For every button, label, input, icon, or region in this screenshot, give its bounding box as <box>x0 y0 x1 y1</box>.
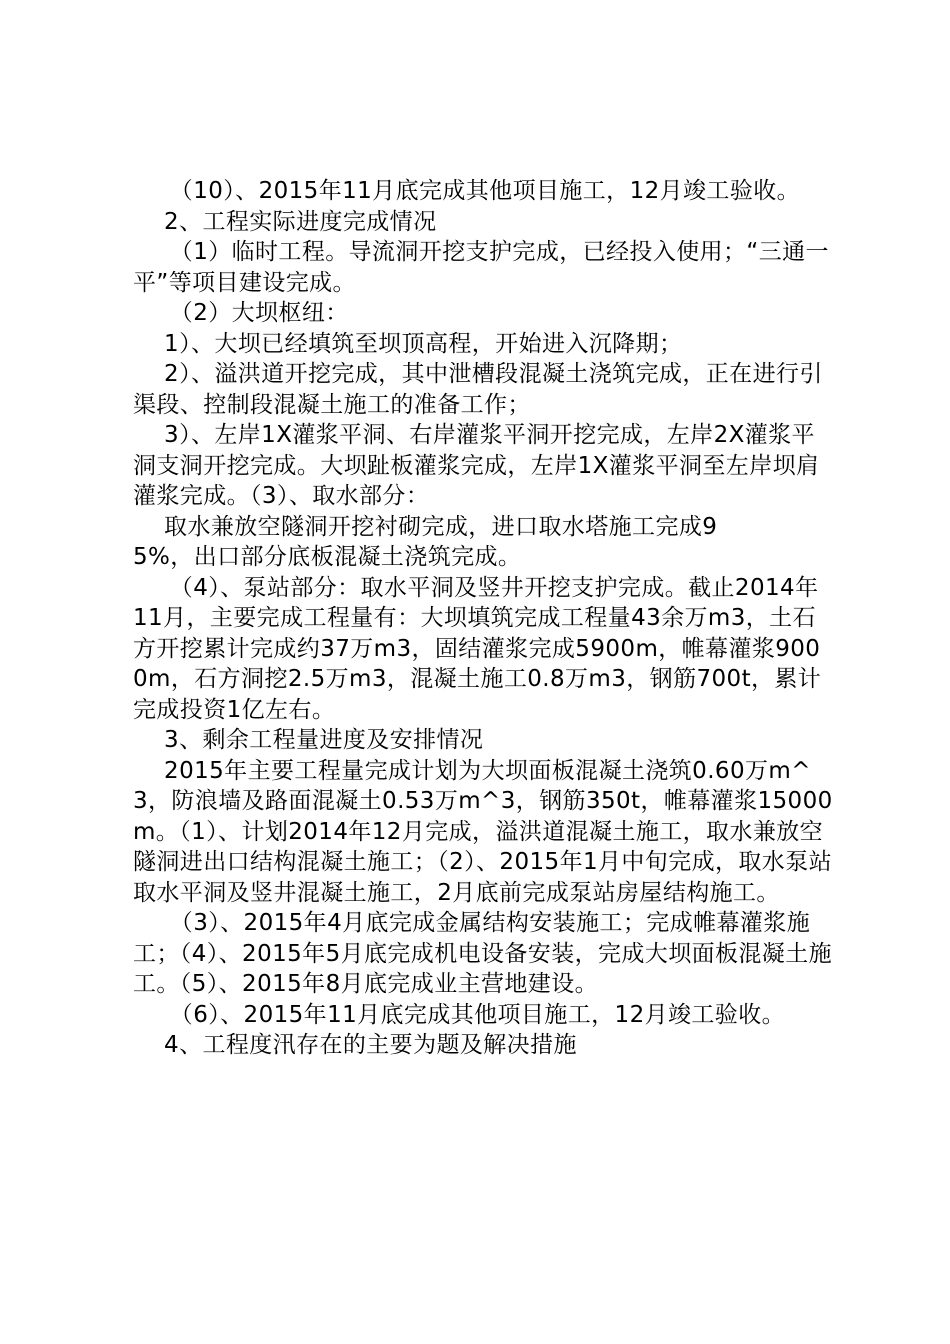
paragraph-intake-tunnel: 取水兼放空隧洞开挖衬砌完成，进口取水塔施工完成95%，出口部分底板混凝土浇筑完成。 <box>133 513 718 570</box>
paragraph-temporary-works: （1）临时工程。导流洞开挖支护完成，已经投入使用；“三通一平”等项目建设完成。 <box>133 239 829 296</box>
section-heading-remaining-work: 3、剩余工程量进度及安排情况 <box>164 727 484 753</box>
document-body <box>133 176 833 1061</box>
paragraph-grouting-adits: 3）、左岸1X灌浆平洞、右岸灌浆平洞开挖完成，左岸2X灌浆平洞支洞开挖完成。大坝趾板灌浆完成，左岸1X灌浆平洞至左岸坝肩灌浆完成。（3）、取水部分： <box>133 422 820 509</box>
paragraph-dam-fill: 1）、大坝已经填筑至坝顶高程，开始进入沉降期； <box>164 330 683 357</box>
paragraph-pump-station: （4）、泵站部分：取水平洞及竖井开挖支护完成。截止2014年11月，主要完成工程量有：大坝填筑完成工程量43余万m3，土石方开挖累计完成约37万m3，固结灌浆完成5900m，帷幕灌浆9000m，石方洞挖2.5万m3，混凝土施工0.8万m3，钢筋700t，累计完成投资1亿左右。 <box>133 574 822 723</box>
section-heading-flood-issues: 4、工程度汛存在的主要为题及解决措施 <box>164 1032 577 1058</box>
section-heading-actual-progress: 2、工程实际进度完成情况 <box>164 208 437 235</box>
paragraph-metal-structure: （3）、2015年4月底完成金属结构安装施工；完成帷幕灌浆施工；（4）、2015年5月底完成机电设备安装，完成大坝面板混凝土施工。（5）、2015年8月底完成业主营地建设。 <box>133 910 832 997</box>
paragraph-item-10-schedule: （10）、2015年11月底完成其他项目施工，12月竣工验收。 <box>169 178 801 204</box>
paragraph-spillway: 2）、溢洪道开挖完成，其中泄槽段混凝土浇筑完成，正在进行引渠段、控制段混凝土施工的准备工作； <box>133 361 823 418</box>
paragraph-2015-plan: 2015年主要工程量完成计划为大坝面板混凝土浇筑0.60万m^3，防浪墙及路面混凝土0.53万m^3，钢筋350t，帷幕灌浆15000m。（1）、计划2014年12月完成，溢洪道混凝土施工，取水兼放空隧洞进出口结构混凝土施工；（2）、2015年1月中旬完成，取水泵站取水平洞及竖井混凝土施工，2月底前完成泵站房屋结构施工。 <box>133 757 833 906</box>
paragraph-item-6-schedule: （6）、2015年11月底完成其他项目施工，12月竣工验收。 <box>169 1001 785 1028</box>
paragraph-dam-hub-heading: （2）大坝枢纽： <box>169 300 349 326</box>
